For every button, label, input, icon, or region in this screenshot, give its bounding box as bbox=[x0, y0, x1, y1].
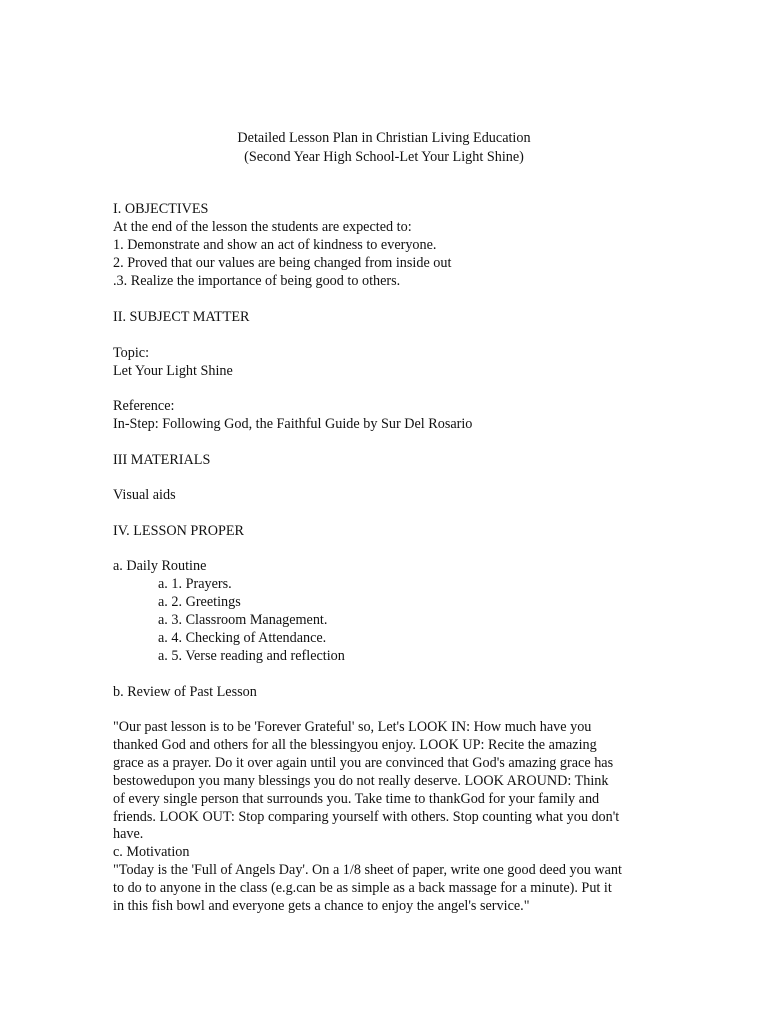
review-text-line: have. bbox=[113, 826, 144, 842]
review-text-line: grace as a prayer. Do it over again until you are convinced that God's amazing grace has bbox=[113, 755, 614, 771]
review-heading: b. Review of Past Lesson bbox=[113, 684, 257, 700]
document-title: Detailed Lesson Plan in Christian Living Education bbox=[237, 130, 531, 146]
motivation-text-line: to do to anyone in the class (e.g.can be as simple as a back massage for a minute). Put it bbox=[113, 880, 612, 896]
review-text-line: "Our past lesson is to be 'Forever Grateful' so, Let's LOOK IN: How much have you bbox=[113, 719, 592, 735]
daily-routine-item: a. 1. Prayers. bbox=[158, 576, 232, 592]
topic-value: Let Your Light Shine bbox=[113, 363, 233, 379]
materials-value: Visual aids bbox=[113, 487, 176, 503]
review-text-line: of every single person that surrounds you. Take time to thankGod for your family and bbox=[113, 791, 600, 807]
subject-matter-heading: II. SUBJECT MATTER bbox=[113, 309, 250, 325]
topic-label: Topic: bbox=[113, 345, 150, 361]
motivation-text-line: "Today is the 'Full of Angels Day'. On a 1/8 sheet of paper, write one good deed you want bbox=[113, 862, 622, 878]
reference-label: Reference: bbox=[113, 398, 175, 414]
review-text-line: thanked God and others for all the blessingyou enjoy. LOOK UP: Recite the amazing bbox=[113, 737, 597, 753]
objectives-intro: At the end of the lesson the students are expected to: bbox=[113, 219, 412, 235]
lesson-proper-heading: IV. LESSON PROPER bbox=[113, 523, 245, 539]
reference-value: In-Step: Following God, the Faithful Guide by Sur Del Rosario bbox=[113, 416, 473, 432]
objective-item: 2. Proved that our values are being changed from inside out bbox=[113, 255, 452, 271]
daily-routine-item: a. 2. Greetings bbox=[158, 594, 241, 610]
document-subtitle: (Second Year High School-Let Your Light Shine) bbox=[244, 149, 524, 165]
materials-heading: III MATERIALS bbox=[113, 452, 211, 468]
objectives-heading: I. OBJECTIVES bbox=[113, 201, 209, 217]
motivation-text-line: in this fish bowl and everyone gets a chance to enjoy the angel's service." bbox=[113, 898, 530, 914]
review-text-line: friends. LOOK OUT: Stop comparing yourself with others. Stop counting what you don't bbox=[113, 809, 620, 825]
daily-routine-heading: a. Daily Routine bbox=[113, 558, 207, 574]
daily-routine-item: a. 4. Checking of Attendance. bbox=[158, 630, 327, 646]
motivation-heading: c. Motivation bbox=[113, 844, 190, 860]
daily-routine-item: a. 5. Verse reading and reflection bbox=[158, 648, 345, 664]
review-text-line: bestowedupon you many blessings you do not really deserve. LOOK AROUND: Think bbox=[113, 773, 609, 789]
daily-routine-item: a. 3. Classroom Management. bbox=[158, 612, 328, 628]
objective-item: .3. Realize the importance of being good to others. bbox=[113, 273, 401, 289]
objective-item: 1. Demonstrate and show an act of kindness to everyone. bbox=[113, 237, 437, 253]
